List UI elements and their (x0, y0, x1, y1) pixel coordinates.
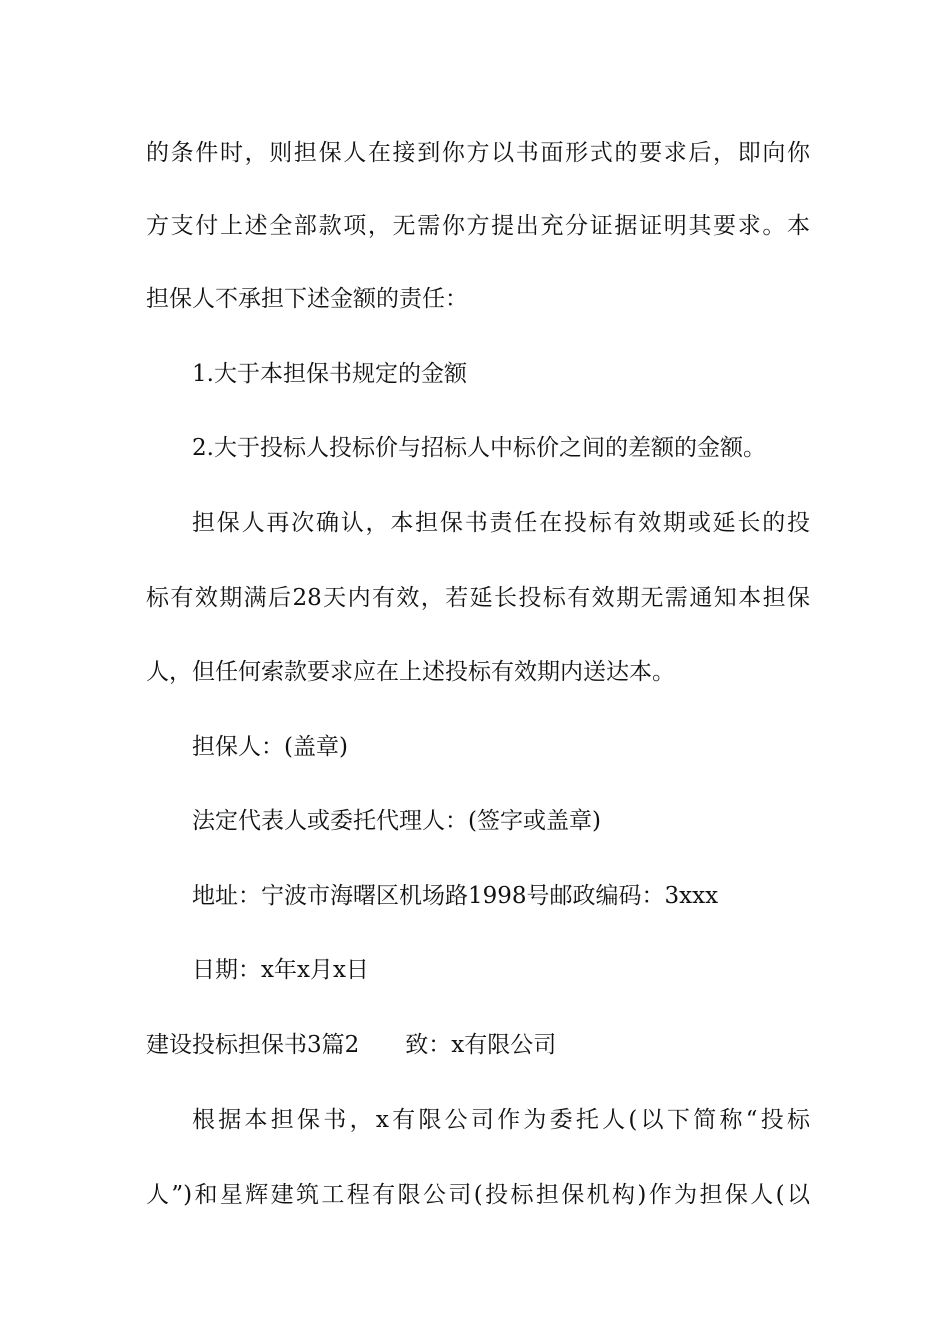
paragraph-line: 标有效期满后28天内有效，若延长投标有效期无需通知本担保 (146, 585, 810, 611)
paragraph-line: 的条件时，则担保人在接到你方以书面形式的要求后，即向你 (146, 140, 810, 166)
paragraph-line: 人，但任何索款要求应在上述投标有效期内送达本。 (146, 659, 675, 685)
paragraph-line: 担保人再次确认，本担保书责任在投标有效期或延长的投 (192, 510, 810, 536)
guarantor-seal-line: 担保人：(盖章) (192, 734, 348, 760)
date-line: 日期：x年x月x日 (192, 957, 369, 983)
representative-line: 法定代表人或委托代理人：(签字或盖章) (192, 808, 601, 834)
list-item: 2.大于投标人投标价与招标人中标价之间的差额的金额。 (192, 435, 766, 461)
paragraph-line: 担保人不承担下述金额的责任： (146, 286, 468, 312)
section-heading (146, 1030, 810, 1060)
recipient-line: 致：x有限公司 (405, 1032, 557, 1058)
address-line: 地址：宁波市海曙区机场路1998号邮政编码：3xxx (192, 883, 719, 909)
paragraph-line: 方支付上述全部款项，无需你方提出充分证据证明其要求。本 (146, 213, 810, 239)
paragraph-line: 根据本担保书，x有限公司作为委托人(以下简称“投标 (192, 1107, 810, 1133)
paragraph-line: 人”)和星辉建筑工程有限公司(投标担保机构)作为担保人(以 (146, 1182, 810, 1208)
list-item: 1.大于本担保书规定的金额 (192, 361, 467, 387)
section-title: 建设投标担保书3篇2 (146, 1032, 360, 1058)
